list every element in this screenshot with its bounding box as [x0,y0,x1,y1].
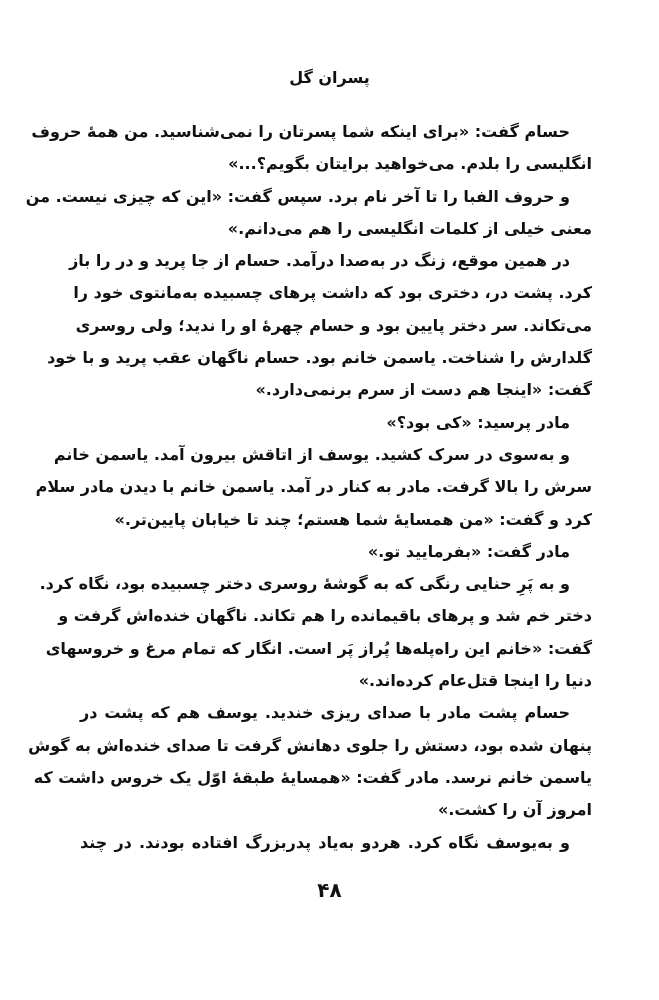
text-line: معنی خیلی از کلمات انگلیسی را هم می‌دانم.» [227,218,592,238]
paragraph [39,568,592,697]
text-line: سرش را بالا گرفت. مادر به کنار در آمد. یاسمن خانم با دیدن مادر سلام [35,477,592,497]
paragraph [31,116,592,181]
page-body [25,116,592,859]
text-line: انگلیسی را بلدم. می‌خواهید برایتان بگویم؟...» [228,154,592,174]
text-line: امروز آن را کشت.» [438,800,592,820]
paragraph [25,181,592,246]
text-line: گلدارش را شناخت. یاسمن خانم بود. حسام ناگهان عقب پرید و با خود [47,348,592,368]
text-line: و به‌سوی در سرک کشید. یوسف از اتاقش بیرون آمد. یاسمن خانم [53,444,570,464]
text-line: پنهان شده بود، دستش را جلوی دهانش گرفت تا صدای خنده‌اش به گوش [28,735,592,755]
text-line: گفت: «اینجا هم دست از سرم برنمی‌دارد.» [255,380,592,400]
text-line: کرد و گفت: «من همسایهٔ شما هستم؛ چند تا خیابان پایین‌تر.» [114,509,592,529]
paragraph [80,827,592,859]
text-line: کرد. پشت در، دختری بود که داشت پرهای چسبیده به‌مانتوی خود را [73,283,592,303]
text-line: و به پَرِ حنایی رنگی که به گوشهٔ روسری دختر چسبیده بود، نگاه کرد. [39,574,570,594]
text-line: و به‌یوسف نگاه کرد. هردو به‌یاد پدربزرگ افتاده بودند. در چند [80,832,570,852]
text-line: یاسمن خانم نرسد. مادر گفت: «همسایهٔ طبقهٔ اوّل یک خروس داشت که [33,767,592,787]
text-line: دنیا را اینجا قتل‌عام کرده‌اند.» [358,671,592,691]
text-line: حسام گفت: «برای اینکه شما پسرتان را نمی‌شناسید. من همهٔ حروف [31,122,570,141]
text-line: دختر خم شد و پرهای باقیمانده را هم تکاند. ناگهان خنده‌اش گرفت و [58,606,592,626]
text-line: مادر گفت: «بفرمایید تو.» [367,541,570,561]
running-header: پسران گل [289,68,370,87]
text-line: حسام پشت مادر با صدای ریزی خندید. یوسف هم که پشت در [80,703,570,723]
page-number: ۴۸ [317,878,342,902]
paragraph [35,439,592,536]
text-line: و حروف الفبا را تا آخر نام برد. سپس گفت: «این که چیزی نیست. من [25,186,570,206]
paragraph [28,697,592,826]
text-line: در همین موقع، زنگ در به‌صدا درآمد. حسام از جا پرید و در را باز [69,251,570,271]
paragraph [80,407,592,439]
text-line: گفت: «خانم این راه‌پله‌ها پُراز پَر است. انگار که تمام مرغ و خروسهای [45,638,592,658]
text-line: می‌تکاند. سر دختر پایین بود و حسام چهرهٔ او را ندید؛ ولی روسری [75,315,592,335]
paragraph [47,245,592,406]
paragraph [80,536,592,568]
text-line: مادر پرسید: «کی بود؟» [386,412,570,432]
